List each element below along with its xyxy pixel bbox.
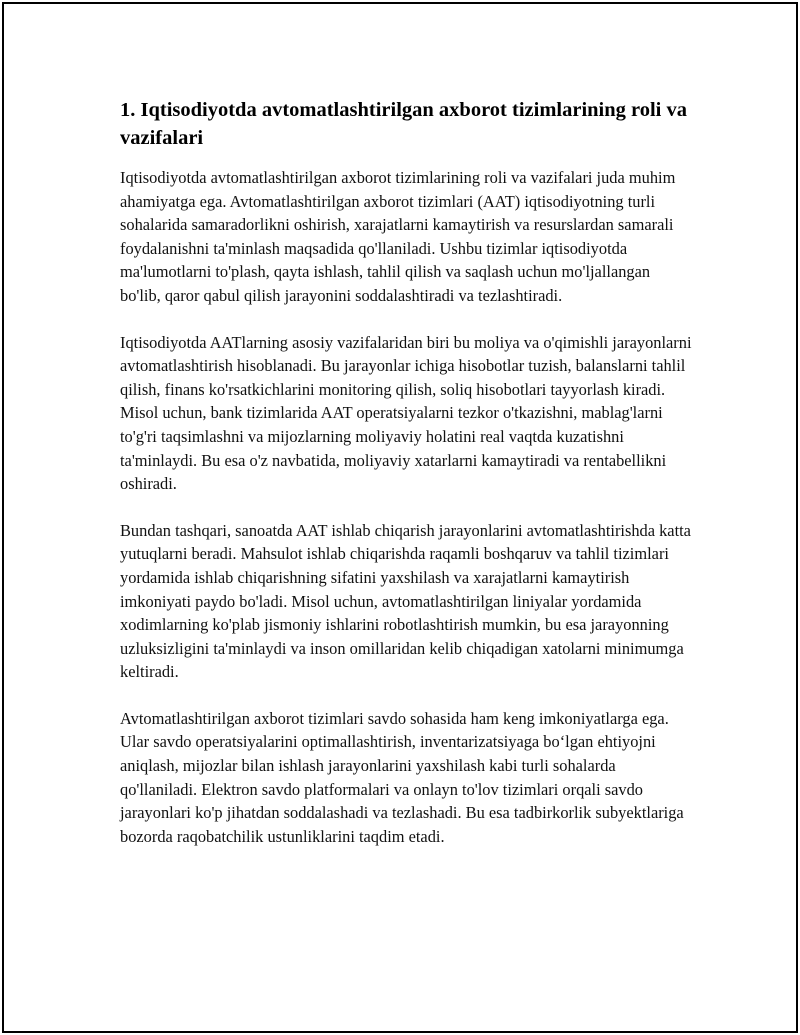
- paragraph-4: Avtomatlashtirilgan axborot tizimlari savdo sohasida ham keng imkoniyatlarga ega. Ular savdo operatsiyalarini optimallashtirish, inventarizatsiyaga bo‘lgan ehtiyojni aniqlash, mijozlar bilan ishlash jarayonlarini yaxshilash kabi turli sohalarda qo'llaniladi. Elektron savdo platformalari va onlayn to'lov tizimlari orqali savdo jarayonlari ko'p jihatdan soddalashadi va tezlashadi. Bu esa tadbirkorlik subyektlariga bozorda raqobatchilik ustunliklarini taqdim etadi.: [120, 708, 684, 846]
- paragraph-3: Bundan tashqari, sanoatda AAT ishlab chiqarish jarayonlarini avtomatlashtirishda katta yutuqlarni beradi. Mahsulot ishlab chiqarishda raqamli boshqaruv va tahlil tizimlari yordamida ishlab chiqarishning sifatini yaxshilash va xarajatlarni kamaytirish imkoniyati paydo bo'ladi. Misol uchun, avtomatlashtirilgan liniyalar yordamida xodimlarning ko'plab jismoniy ishlarini robotlashtirish mumkin, bu esa jarayonning uzluksizligini ta'minlaydi va inson omillaridan kelib chiqadigan xatolarni minimumga keltiradi.: [120, 520, 691, 682]
- paragraph-2: Iqtisodiyotda AATlarning asosiy vazifalaridan biri bu moliya va o'qimishli jarayonlarni avtomatlashtirish hisoblanadi. Bu jarayonlar ichiga hisobotlar tuzish, balanslarni tahlil qilish, finans ko'rsatkichlarini monitoring qilish, soliq hisobotlari tayyorlash kiradi. Misol uchun, bank tizimlarida AAT operatsiyalarni tezkor o'tkazishni, mablag'larni to'g'ri taqsimlashni va mijozlarning moliyaviy holatini real vaqtda kuzatishni ta'minlaydi. Bu esa o'z navbatida, moliyaviy xatarlarni kamaytiradi va rentabellikni oshiradi.: [120, 332, 692, 494]
- page-frame: [2, 2, 798, 1033]
- paragraph-1: Iqtisodiyotda avtomatlashtirilgan axborot tizimlarining roli va vazifalari juda muhim ahamiyatga ega. Avtomatlashtirilgan axborot tizimlari (AAT) iqtisodiyotning turli sohalarida samaradorlikni oshirish, xarajatlarni kamaytirish va resurslardan samarali foydalanishni ta'minlash maqsadida qo'llaniladi. Ushbu tizimlar iqtisodiyotda ma'lumotlarni to'plash, qayta ishlash, tahlil qilish va saqlash uchun mo'ljallangan bo'lib, qaror qabul qilish jarayonini soddalashtiradi va tezlashtiradi.: [120, 168, 676, 305]
- section-heading: 1. Iqtisodiyotda avtomatlashtirilgan axborot tizimlarining roli va vazifalari: [120, 99, 688, 149]
- document-body: [120, 96, 694, 871]
